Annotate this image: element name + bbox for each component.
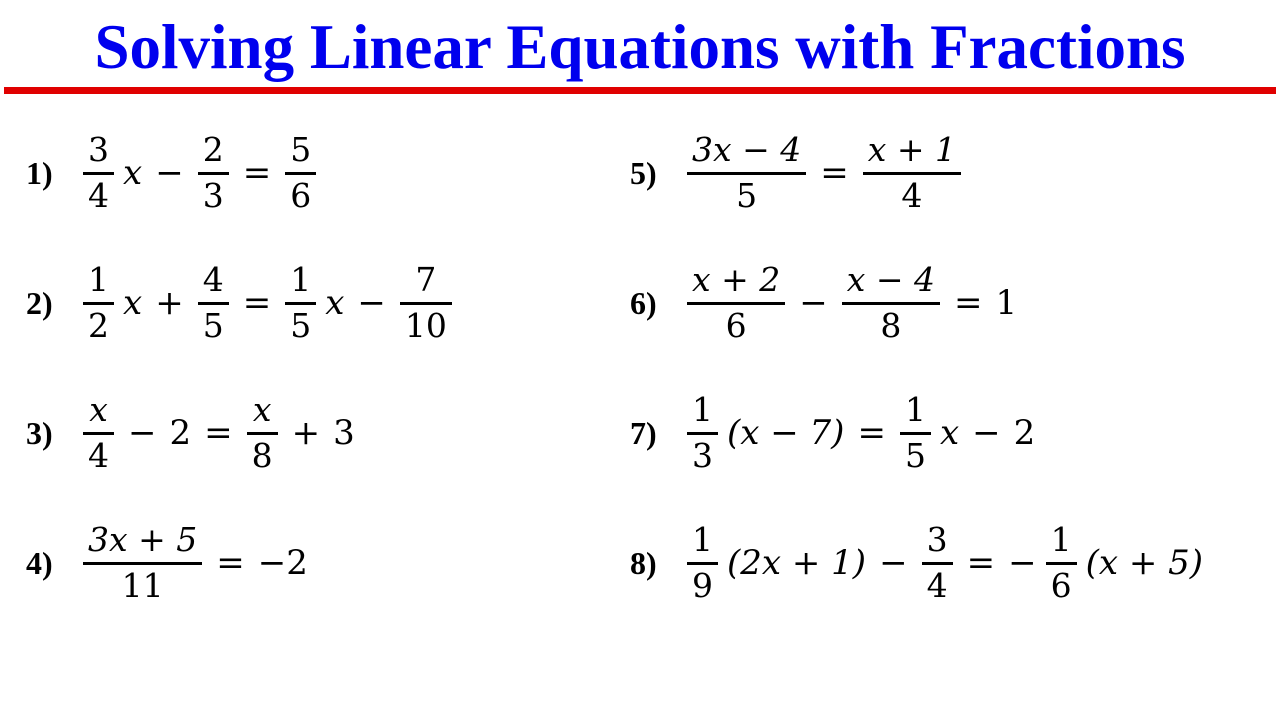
fraction-bar: [285, 172, 316, 175]
term: (x + 5): [1085, 543, 1204, 583]
fraction: [400, 259, 452, 345]
fraction: [198, 129, 229, 215]
fraction-bar: [400, 302, 452, 305]
fraction-denominator: 10: [404, 305, 447, 345]
fraction-numerator: 3x − 4: [692, 129, 802, 169]
operator: =: [857, 413, 886, 453]
fraction-denominator: 9: [692, 565, 713, 605]
fraction-denominator: 8: [251, 435, 273, 475]
operator: =: [820, 153, 849, 193]
problem-row: [26, 498, 616, 628]
problem-number: 7): [630, 414, 657, 451]
fraction-denominator: 4: [901, 175, 923, 215]
problem-expression: [78, 259, 457, 345]
fraction-numerator: x: [252, 389, 272, 429]
fraction: [1046, 519, 1077, 605]
title-divider: [4, 87, 1276, 94]
fraction-denominator: 3: [202, 175, 224, 215]
term: −2: [257, 543, 308, 583]
problems-columns: [0, 108, 1280, 628]
fraction: [247, 389, 278, 475]
fraction-bar: [687, 172, 806, 175]
fraction-denominator: 4: [88, 175, 109, 215]
fraction-numerator: x − 4: [846, 259, 935, 299]
fraction-denominator: 6: [290, 175, 312, 215]
operator: =: [242, 283, 272, 323]
fraction-bar: [922, 562, 953, 565]
fraction-bar: [198, 302, 229, 305]
problem-number: 5): [630, 154, 657, 191]
operator: −: [128, 413, 157, 453]
operator: =: [216, 543, 245, 583]
operator: −: [357, 283, 386, 323]
variable: x: [123, 283, 143, 323]
problem-number: 8): [630, 544, 657, 581]
fraction-numerator: x + 1: [867, 129, 956, 169]
fraction-denominator: 5: [290, 305, 312, 345]
fraction-denominator: 4: [88, 435, 109, 475]
problem-expression: [78, 519, 312, 605]
operator: =: [954, 283, 983, 323]
problem-number: 2): [26, 284, 53, 321]
fraction: [687, 519, 718, 605]
problem-row: [630, 498, 1220, 628]
problem-expression: [682, 519, 1207, 605]
fraction-numerator: 1: [904, 389, 926, 429]
fraction-denominator: 5: [736, 175, 758, 215]
fraction-bar: [83, 172, 114, 175]
problem-expression: [682, 259, 1021, 345]
fraction-bar: [83, 432, 114, 435]
fraction-bar: [1046, 562, 1077, 565]
fraction-bar: [285, 302, 316, 305]
problem-expression: [682, 389, 1039, 475]
problem-expression: [682, 129, 966, 215]
variable: x: [939, 413, 960, 453]
term: 2: [1013, 413, 1036, 453]
fraction: [922, 519, 953, 605]
fraction: [83, 519, 202, 605]
operator: =: [204, 413, 233, 453]
problem-number: 4): [26, 544, 53, 581]
problems-column-right: [616, 108, 1220, 628]
fraction-denominator: 8: [880, 305, 902, 345]
fraction: [687, 389, 718, 475]
fraction: [687, 129, 806, 215]
operator: −: [155, 153, 184, 193]
fraction: [83, 389, 114, 475]
problem-row: [26, 238, 616, 368]
fraction-numerator: 1: [692, 389, 713, 429]
variable: x: [123, 153, 143, 193]
fraction-bar: [687, 302, 785, 305]
fraction-denominator: 6: [1050, 565, 1072, 605]
operator: =: [242, 153, 272, 193]
problem-row: [630, 108, 1220, 238]
fraction-denominator: 3: [692, 435, 713, 475]
problem-row: [26, 368, 616, 498]
problem-row: [26, 108, 616, 238]
operator: =: [966, 543, 996, 583]
fraction-numerator: 1: [1050, 519, 1072, 559]
problem-number: 6): [630, 284, 657, 321]
term: −: [1008, 543, 1037, 583]
fraction: [198, 259, 229, 345]
problem-row: [630, 368, 1220, 498]
fraction-bar: [900, 432, 931, 435]
fraction-bar: [83, 562, 202, 565]
fraction: [285, 259, 316, 345]
fraction-numerator: 1: [88, 259, 109, 299]
fraction-numerator: 3x + 5: [88, 519, 198, 559]
fraction-denominator: 2: [88, 305, 109, 345]
fraction-denominator: 5: [904, 435, 926, 475]
fraction-denominator: 5: [202, 305, 224, 345]
page-title: Solving Linear Equations with Fractions: [94, 12, 1186, 82]
fraction-denominator: 11: [121, 565, 164, 605]
fraction: [83, 259, 114, 345]
fraction-denominator: 6: [725, 305, 747, 345]
fraction-numerator: 5: [290, 129, 312, 169]
fraction-bar: [83, 302, 114, 305]
term: (2x + 1): [727, 543, 867, 583]
fraction-numerator: 3: [926, 519, 948, 559]
fraction: [83, 129, 114, 215]
fraction-bar: [247, 432, 278, 435]
fraction: [842, 259, 940, 345]
fraction-numerator: 3: [88, 129, 109, 169]
term: 1: [995, 283, 1018, 323]
problem-expression: [78, 389, 359, 475]
problem-expression: [78, 129, 321, 215]
fraction: [285, 129, 316, 215]
operator: +: [291, 413, 321, 453]
operator: −: [879, 543, 908, 583]
term: (x − 7): [727, 413, 845, 453]
operator: −: [799, 283, 828, 323]
problem-number: 3): [26, 414, 53, 451]
fraction-numerator: 2: [202, 129, 224, 169]
fraction-numerator: x + 2: [692, 259, 781, 299]
fraction: [900, 389, 931, 475]
fraction: [863, 129, 961, 215]
variable: x: [325, 283, 345, 323]
operator: +: [155, 283, 184, 323]
fraction-bar: [687, 432, 718, 435]
fraction-bar: [198, 172, 229, 175]
fraction-numerator: x: [89, 389, 108, 429]
fraction-numerator: 7: [415, 259, 437, 299]
fraction-bar: [863, 172, 961, 175]
fraction-bar: [842, 302, 940, 305]
problems-column-left: [0, 108, 616, 628]
fraction: [687, 259, 785, 345]
fraction-numerator: 1: [290, 259, 312, 299]
fraction-denominator: 4: [926, 565, 948, 605]
fraction-numerator: 4: [202, 259, 224, 299]
operator: −: [972, 413, 1001, 453]
fraction-bar: [687, 562, 718, 565]
problem-row: [630, 238, 1220, 368]
problem-number: 1): [26, 154, 53, 191]
fraction-numerator: 1: [692, 519, 713, 559]
term: 3: [333, 413, 355, 453]
term: 2: [169, 413, 192, 453]
